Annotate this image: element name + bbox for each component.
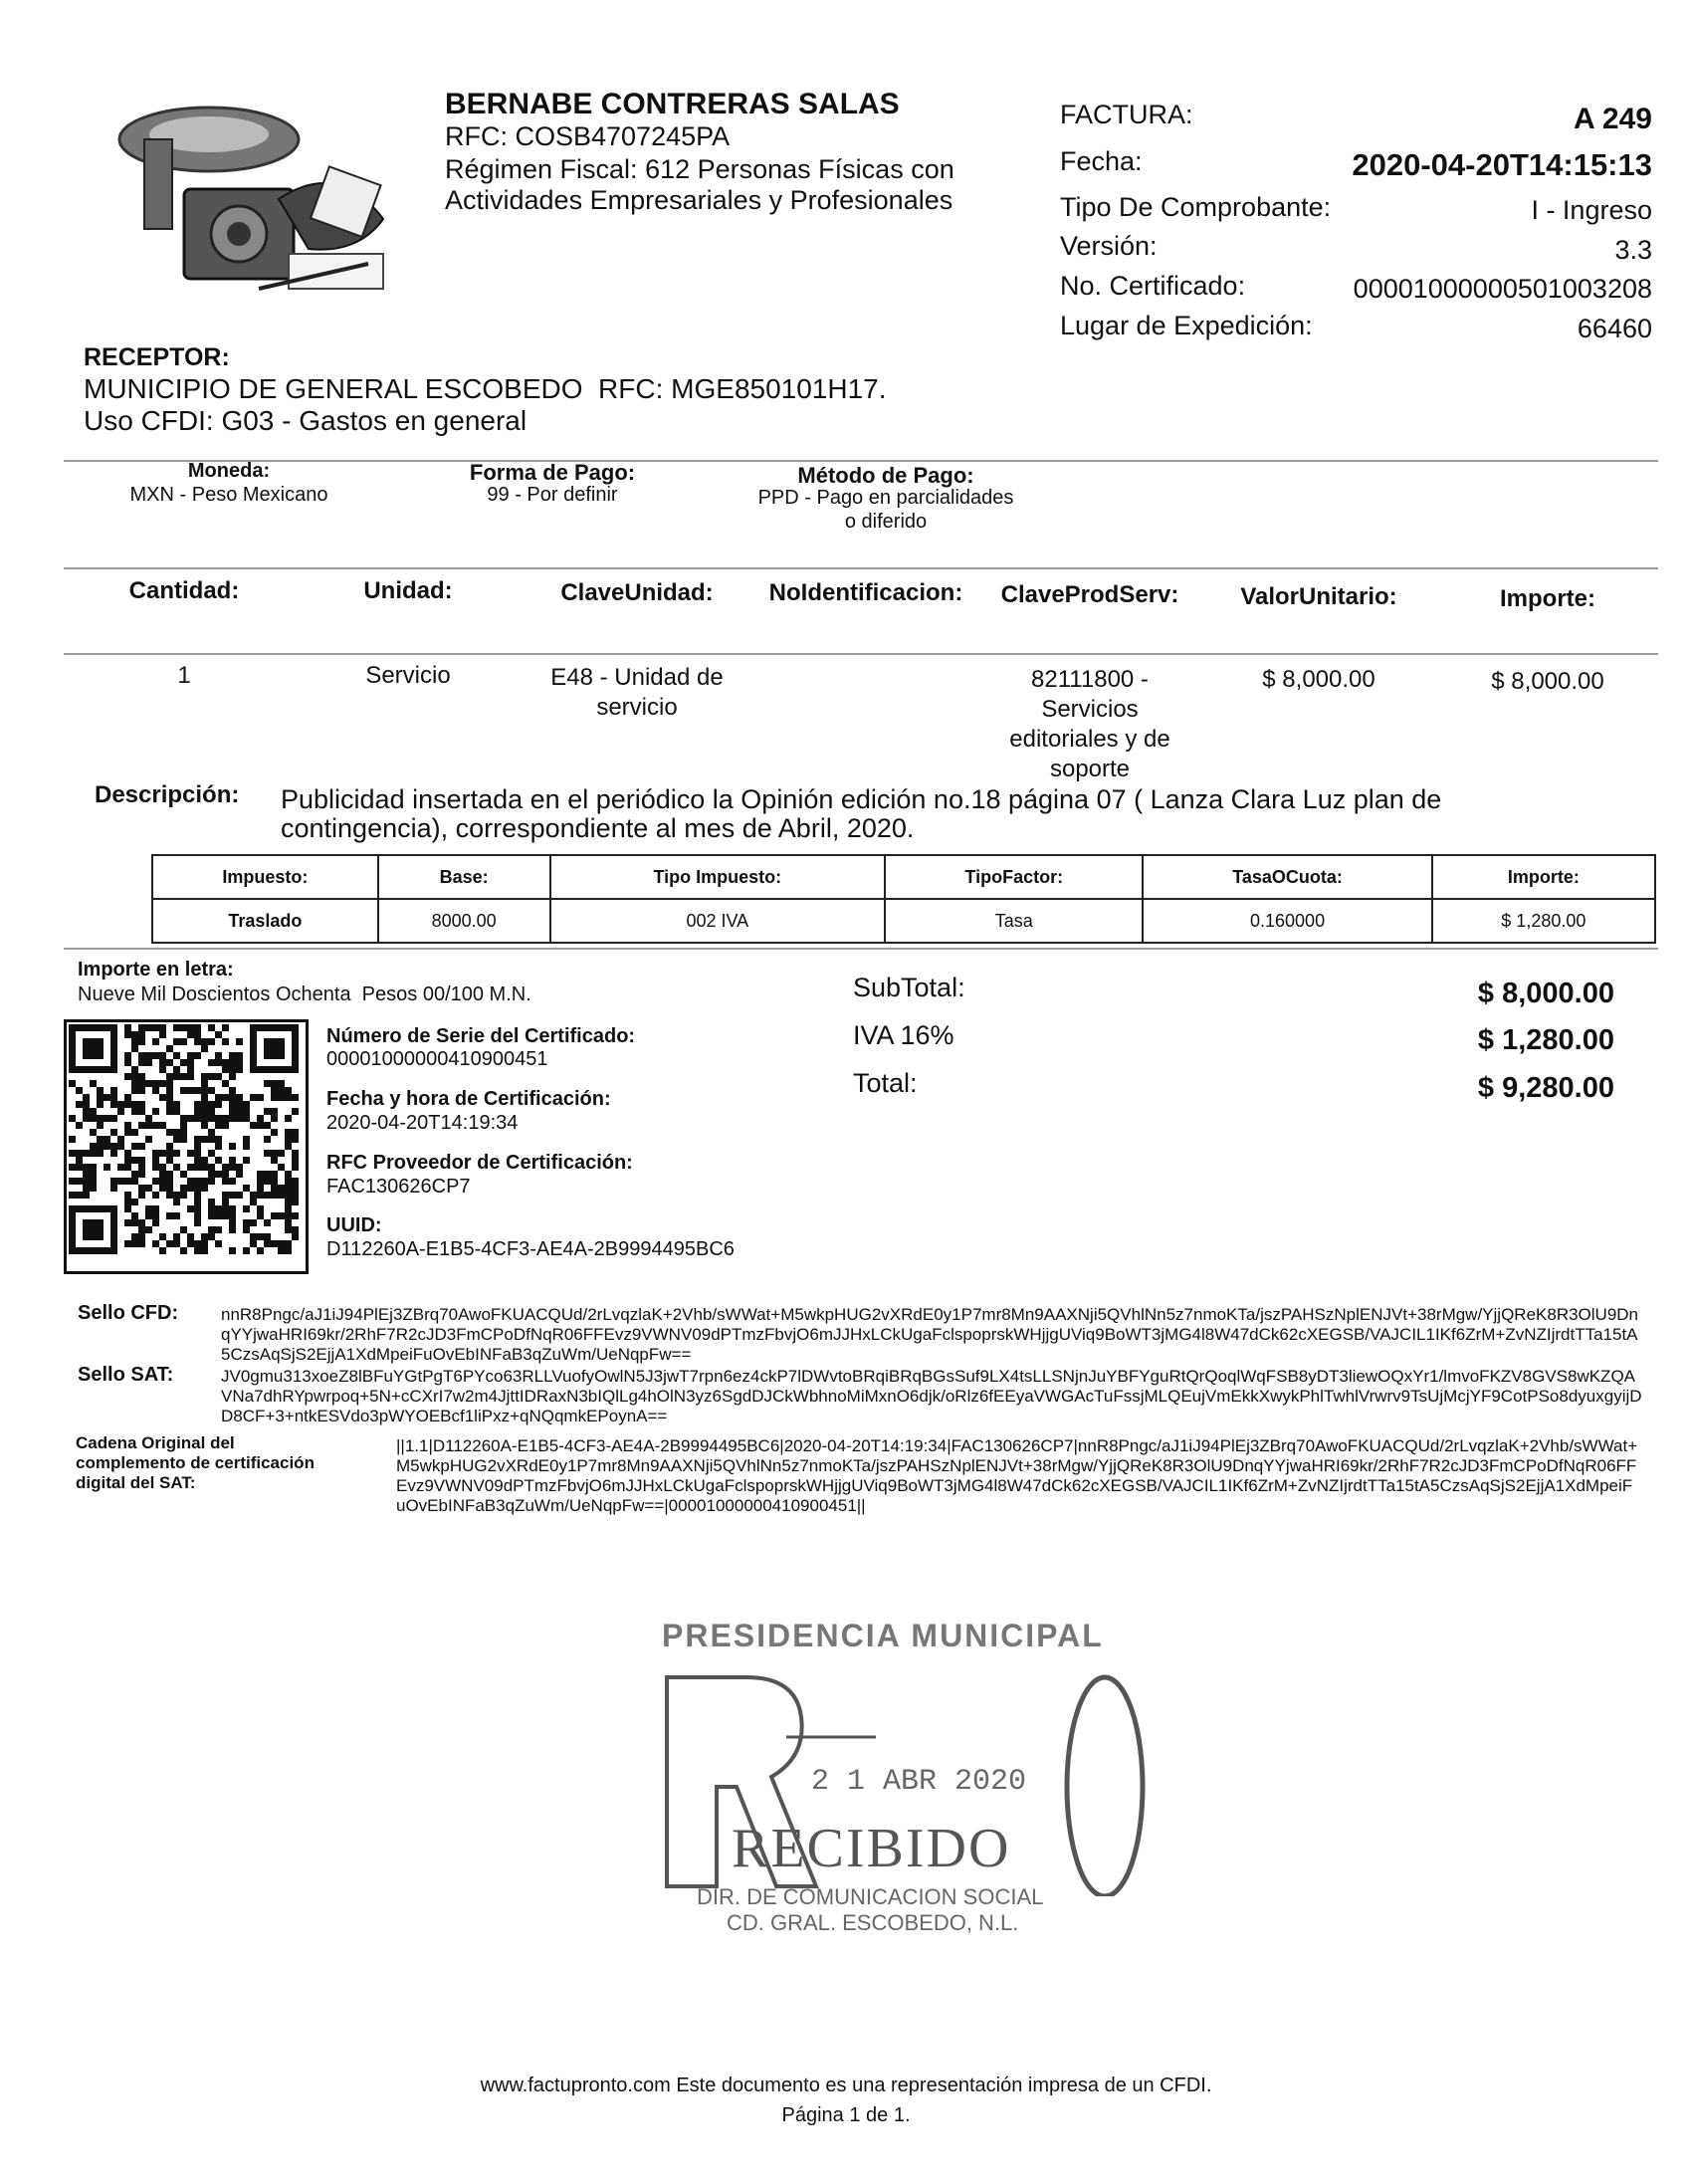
footer-page-number: Página 1 de 1. xyxy=(781,2104,911,2126)
row-unidad: Servicio xyxy=(365,662,451,689)
metodo-value-2: o diferido xyxy=(844,511,928,533)
issuer-rfc: RFC: COSB4707245PA xyxy=(445,121,731,151)
total-value: $ 9,280.00 xyxy=(1477,1072,1614,1104)
subtotal-value: $ 8,000.00 xyxy=(1477,978,1614,1009)
stamp-date: 2 1 ABR 2020 xyxy=(811,1765,1027,1799)
letra-value: Nueve Mil Doscientos Ochenta Pesos 00/100 M.N. xyxy=(78,983,531,1005)
logo-image xyxy=(109,80,398,299)
tax-header-tipo: Tipo Impuesto: xyxy=(550,855,886,899)
factura-value: A 249 xyxy=(1574,103,1652,135)
cert-fecha-label: Fecha y hora de Certificación: xyxy=(326,1088,611,1110)
issuer-regimen-2: Actividades Empresariales y Profesionales xyxy=(445,185,953,215)
lugar-label: Lugar de Expedición: xyxy=(1060,311,1313,340)
col-header-importe: Importe: xyxy=(1500,585,1595,612)
row-importe: $ 8,000.00 xyxy=(1491,668,1604,695)
stamp-big-word: RECIBIDO xyxy=(732,1818,1011,1879)
row-cantidad: 1 xyxy=(177,662,191,689)
fecha-value: 2020-04-20T14:15:13 xyxy=(1352,147,1652,182)
table-row xyxy=(152,899,1655,943)
qr-code xyxy=(64,1019,309,1274)
moneda-label: Moneda: xyxy=(187,460,271,482)
lugar-value: 66460 xyxy=(1577,314,1652,343)
row-claveprod-4: soporte xyxy=(1049,756,1131,782)
tipo-value: I - Ingreso xyxy=(1531,195,1652,225)
certificado-value: 00001000000501003208 xyxy=(1353,274,1652,304)
cadena-label-1: Cadena Original del xyxy=(76,1433,235,1452)
tax-header-base: Base: xyxy=(378,855,550,899)
col-header-noidentificacion: NoIdentificacion: xyxy=(768,579,963,606)
divider xyxy=(64,653,1658,655)
tax-header-tipofactor: TipoFactor: xyxy=(885,855,1143,899)
tax-table xyxy=(151,854,1656,944)
forma-value: 99 - Por definir xyxy=(487,484,618,506)
row-claveprod-3: editoriales y de xyxy=(1009,726,1170,753)
version-value: 3.3 xyxy=(1614,235,1652,265)
col-header-claveprodserv: ClaveProdServ: xyxy=(1000,581,1179,608)
receptor-line-1: MUNICIPIO DE GENERAL ESCOBEDO RFC: MGE850101H17. xyxy=(84,373,887,404)
col-header-cantidad: Cantidad: xyxy=(128,577,240,604)
descripcion-line-2: contingencia), correspondiente al mes de Abril, 2020. xyxy=(281,813,915,843)
tax-header-tasa: TasaOCuota: xyxy=(1143,855,1431,899)
tax-table-header xyxy=(152,855,1655,899)
col-header-valorunitario: ValorUnitario: xyxy=(1240,583,1397,610)
stamp-line-2: CD. GRAL. ESCOBEDO, N.L. xyxy=(727,1910,1019,1935)
cadena-label-3: digital del SAT: xyxy=(76,1473,196,1492)
letra-label: Importe en letra: xyxy=(78,959,234,981)
divider xyxy=(64,567,1658,569)
receptor-line-2: Uso CFDI: G03 - Gastos en general xyxy=(84,405,528,436)
row-claveprod-2: Servicios xyxy=(1041,696,1139,723)
cert-rfc-label: RFC Proveedor de Certificación: xyxy=(326,1152,633,1174)
tax-cell-base: 8000.00 xyxy=(378,899,550,943)
tax-cell-impuesto: Traslado xyxy=(152,899,378,943)
received-stamp xyxy=(657,1618,1155,1946)
serie-label: Número de Serie del Certificado: xyxy=(326,1025,636,1047)
iva-value: $ 1,280.00 xyxy=(1477,1024,1614,1056)
stamp-line-1: DIR. DE COMUNICACION SOCIAL xyxy=(697,1884,1044,1909)
descripcion-label: Descripción: xyxy=(95,781,240,808)
row-claveprod-1: 82111800 - xyxy=(1031,666,1149,693)
forma-label: Forma de Pago: xyxy=(469,460,636,485)
row-clave-unidad-1: E48 - Unidad de xyxy=(550,664,724,691)
certificado-label: No. Certificado: xyxy=(1060,271,1246,301)
tax-cell-tipo: 002 IVA xyxy=(550,899,886,943)
receptor-heading: RECEPTOR: xyxy=(84,343,230,371)
cadena-value: ||1.1|D112260A-E1B5-4CF3-AE4A-2B9994495BC6|2020-04-20T14:19:34|FAC130626CP7|nnR8Pngc/aJ1iJ94PlEj3ZBrq70AwoFKUACQUd/2rLvqzlaK+2Vhb/sWWat+M5wkpHUG2vXRdE0y1P7mr8Mn9AAXNji5QVhlNn5z7nmoKTa/jszPAHSzNplENJVt+38rMgw/YjjQReK8R3OlU9DnqYYjwaHRI69kr/2RhF7R2cJD3FmCPoDfNqR06FFEvz9VWNV09dPTmzFbvjO6mJJHxLCkUgaFclspoprskWHjjgUViq9BoWT3jMG4l8W47dCk62cXEGSB/VAJCIL1IKf6ZrM+ZvNZIjrdtTTa15tA5CzsAqSjS2EjjA1XdMpeiFuOvEbINFaB3qZuWm/UeNqpFw==|00001000000410900451|| xyxy=(396,1436,1638,1515)
tax-header-impuesto: Impuesto: xyxy=(152,855,378,899)
tax-cell-tasa: 0.160000 xyxy=(1143,899,1431,943)
stamp-top-text: PRESIDENCIA MUNICIPAL xyxy=(662,1618,1104,1653)
descripcion-line-1: Publicidad insertada en el periódico la Opinión edición no.18 página 07 ( Lanza Clara Luz plan de xyxy=(281,784,1442,814)
sello-cfd-label: Sello CFD: xyxy=(78,1302,179,1324)
total-label: Total: xyxy=(853,1068,918,1098)
sello-cfd-value: nnR8Pngc/aJ1iJ94PlEj3ZBrq70AwoFKUACQUd/2rLvqzlaK+2Vhb/sWWat+M5wkpHUG2vXRdE0y1P7mr8Mn9AAXNji5QVhlNn5z7nmoKTa/jszPAHSzNplENJVt+38rMgw/YjjQReK8R3OlU9DnqYYjwaHRI69kr/2RhF7R2cJD3FmCPoDfNqR06FFEvz9VWNV09dPTmzFbvjO6mJJHxLCkUgaFclspoprskWHjjgUViq9BoWT3jMG4l8W47dCk62cXEGSB/VAJCIL1IKf6ZrM+ZvNZIjrdtTTa15tA5CzsAqSjS2EjjA1XdMpeiFuOvEbINFaB3qZuWm/UeNqpFw== xyxy=(221,1305,1639,1364)
row-clave-unidad-2: servicio xyxy=(596,694,678,721)
serie-value: 00001000000410900451 xyxy=(326,1048,548,1070)
tipo-label: Tipo De Comprobante: xyxy=(1060,192,1332,222)
sello-sat-label: Sello SAT: xyxy=(78,1364,174,1386)
iva-label: IVA 16% xyxy=(853,1020,954,1050)
version-label: Versión: xyxy=(1060,231,1158,261)
subtotal-label: SubTotal: xyxy=(853,973,965,1002)
tax-header-importe: Importe: xyxy=(1432,855,1655,899)
uuid-value: D112260A-E1B5-4CF3-AE4A-2B9994495BC6 xyxy=(326,1238,735,1260)
issuer-name: BERNABE CONTRERAS SALAS xyxy=(445,88,900,120)
moneda-value: MXN - Peso Mexicano xyxy=(129,484,328,506)
issuer-regimen-1: Régimen Fiscal: 612 Personas Físicas con xyxy=(445,154,954,184)
uuid-label: UUID: xyxy=(326,1214,382,1236)
divider xyxy=(64,948,1658,950)
cert-fecha-value: 2020-04-20T14:19:34 xyxy=(326,1112,519,1134)
col-header-clave-unidad: ClaveUnidad: xyxy=(560,579,714,606)
footer-line-1: www.factupronto.com Este documento es una representación impresa de un CFDI. xyxy=(480,2075,1212,2096)
metodo-label: Método de Pago: xyxy=(797,463,974,488)
tax-cell-tipofactor: Tasa xyxy=(885,899,1143,943)
fecha-label: Fecha: xyxy=(1060,146,1143,176)
sello-sat-value: JV0gmu313xoeZ8lBFuYGtPgT6PYco63RLLVuofyOwlN5J3jwT7rpn6ez4ckP7lDWvtoBRqiBRqBGsSuf9LX4tsLLSNjnJuYBFYguRtQrQoqlWqFSB8yDT3liewOQxYr1/lmvoFKZV8GVS8wKZQAVNa7dhRYpwrpoq+5N+cCXrI7w2m4JjttIDRaxN3bIQlLg4hOlN3yz6SgdDJCkWbhnoMiMxnO6djk/oRlz6fEEyaVWGAcTuFssjMLQEujVmEkkXwykPhlTwhlVrwrv9TsUjMcjYF9CotPSo8dyuxgyijDD8CF+3+ntkESVdo3pWYOEBcf1liPxz+qNQqmkEPoynA== xyxy=(221,1367,1642,1425)
metodo-value-1: PPD - Pago en parcialidades xyxy=(757,487,1014,509)
col-header-unidad: Unidad: xyxy=(363,577,453,604)
tax-cell-importe: $ 1,280.00 xyxy=(1432,899,1655,943)
row-valorunitario: $ 8,000.00 xyxy=(1262,666,1375,693)
factura-label: FACTURA: xyxy=(1060,100,1193,129)
cadena-label-2: complemento de certificación xyxy=(76,1453,315,1472)
cert-rfc-value: FAC130626CP7 xyxy=(326,1176,471,1198)
